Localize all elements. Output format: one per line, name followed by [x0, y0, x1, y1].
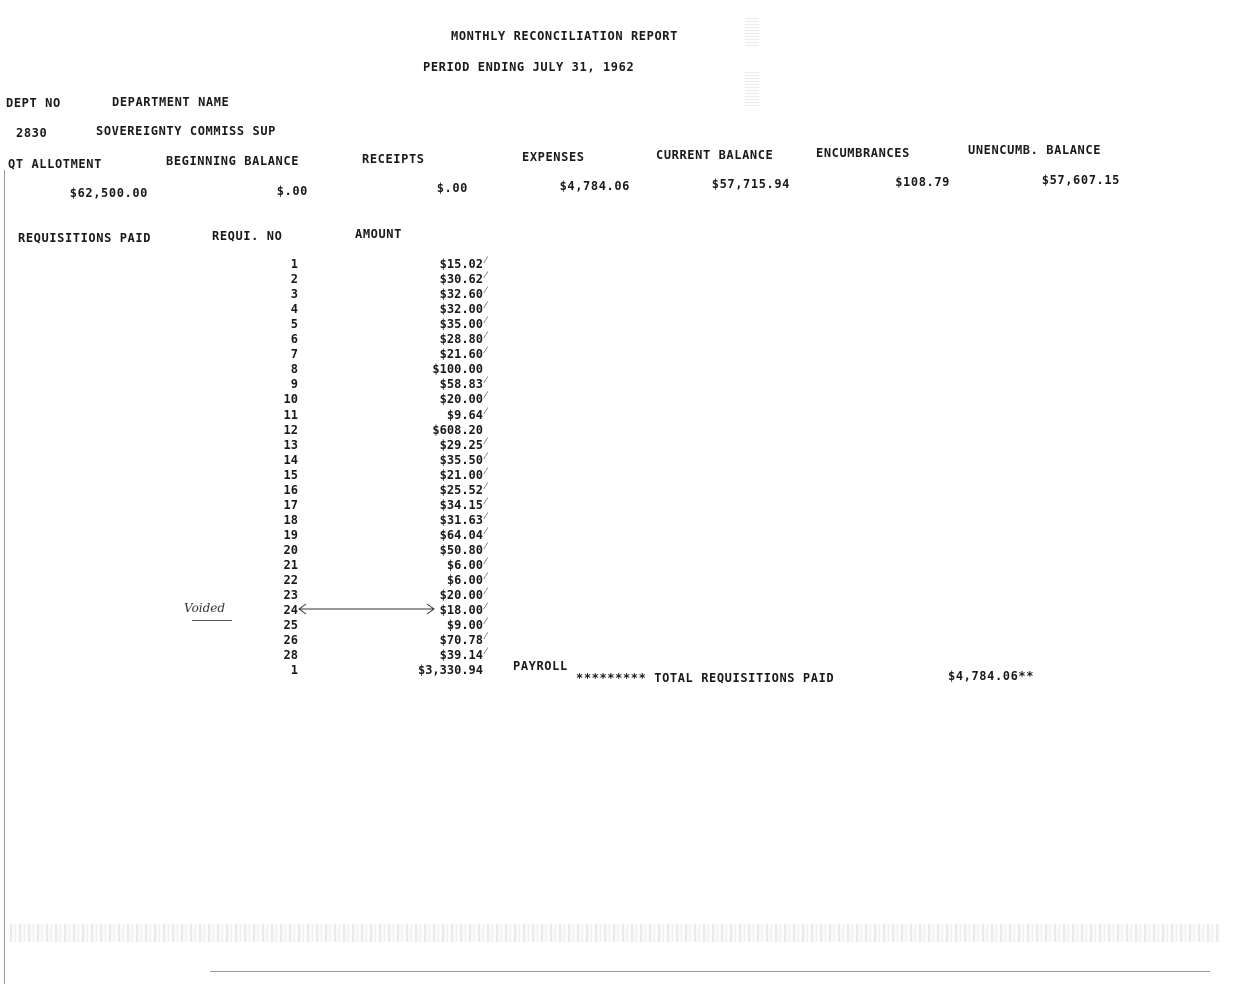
requisition-amount: $21.00 [439, 468, 483, 482]
check-mark-icon: ⁄ [485, 271, 487, 281]
requisition-amount: $9.64 [446, 408, 483, 422]
requisition-number: 9 [290, 377, 298, 391]
value-encumbrances: $108.79 [895, 175, 950, 189]
check-mark-icon: ⁄ [485, 346, 487, 356]
requisition-number: 5 [290, 317, 298, 331]
requisition-number: 17 [283, 498, 298, 512]
requisition-number: 19 [283, 528, 298, 542]
value-expenses: $4,784.06 [559, 179, 630, 193]
requisition-number: 16 [283, 483, 298, 497]
requisition-number: 18 [283, 513, 298, 527]
check-mark-icon: ⁄ [485, 602, 487, 612]
scan-noise-band [10, 924, 1220, 942]
note-underline [192, 620, 232, 621]
requisition-amount: $32.60 [439, 287, 483, 301]
scan-smudge [745, 72, 759, 106]
requisition-number: 1 [290, 257, 298, 271]
value-unencumbered-balance: $57,607.15 [1041, 173, 1120, 187]
dept-name: SOVEREIGNTY COMMISS SUP [96, 124, 276, 138]
requisition-amount: $3,330.94 [417, 663, 483, 677]
label-unencumbered-balance: UNENCUMB. BALANCE [968, 143, 1102, 157]
check-mark-icon: ⁄ [485, 331, 487, 341]
label-beginning-balance: BEGINNING BALANCE [166, 154, 300, 168]
requisitions-section-label: REQUISITIONS PAID [18, 231, 152, 245]
dept-no: 2830 [16, 126, 48, 140]
requisition-number: 25 [283, 618, 298, 632]
requisition-number: 2 [290, 272, 298, 286]
dept-no-label: DEPT NO [6, 96, 61, 110]
requisition-amount: $35.50 [439, 453, 483, 467]
requisition-amount: $28.80 [439, 332, 483, 346]
check-mark-icon: ⁄ [485, 256, 487, 266]
requisition-number: 21 [283, 558, 298, 572]
label-receipts: RECEIPTS [362, 152, 425, 166]
requisition-number: 6 [290, 332, 298, 346]
check-mark-icon: ⁄ [485, 647, 487, 657]
requisition-amount: $21.60 [439, 347, 483, 361]
handwritten-note: Voided [184, 601, 226, 615]
value-qt-allotment: $62,500.00 [69, 186, 148, 200]
check-mark-icon: ⁄ [485, 587, 487, 597]
requisition-amount: $608.20 [432, 423, 483, 437]
requisition-amount: $20.00 [439, 392, 483, 406]
check-mark-icon: ⁄ [485, 482, 487, 492]
requisition-number: 15 [283, 468, 298, 482]
check-mark-icon: ⁄ [485, 542, 487, 552]
check-mark-icon: ⁄ [485, 376, 487, 386]
requisition-number: 22 [283, 573, 298, 587]
requisition-number: 3 [290, 287, 298, 301]
requisition-amount: $100.00 [432, 362, 483, 376]
total-requisitions-value: $4,784.06** [948, 669, 1035, 683]
scan-smudge [745, 18, 759, 46]
amount-header: AMOUNT [355, 227, 402, 241]
requisition-number: 28 [283, 648, 298, 662]
requisition-amount: $18.00 [439, 603, 483, 617]
requisition-number: 8 [290, 362, 298, 376]
check-mark-icon: ⁄ [485, 512, 487, 522]
check-mark-icon: ⁄ [485, 391, 487, 401]
arrow-annotation [296, 601, 441, 617]
requisition-number: 10 [283, 392, 298, 406]
requisition-amount: $58.83 [439, 377, 483, 391]
requisition-amount: $70.78 [439, 633, 483, 647]
report-title: MONTHLY RECONCILIATION REPORT [451, 29, 678, 43]
dept-name-label: DEPARTMENT NAME [112, 95, 230, 109]
requisition-amount: $6.00 [446, 573, 483, 587]
check-mark-icon: ⁄ [485, 407, 487, 417]
check-mark-icon: ⁄ [485, 527, 487, 537]
requisition-amount: $9.00 [446, 618, 483, 632]
requisition-number: 20 [283, 543, 298, 557]
check-mark-icon: ⁄ [485, 467, 487, 477]
requisition-amount: $15.02 [439, 257, 483, 271]
requisition-number: 26 [283, 633, 298, 647]
requisition-amount: $31.63 [439, 513, 483, 527]
check-mark-icon: ⁄ [485, 316, 487, 326]
requisition-number: 23 [283, 588, 298, 602]
payroll-label: PAYROLL [513, 659, 568, 673]
requisition-amount: $64.04 [439, 528, 483, 542]
requisition-number: 24 [283, 603, 298, 617]
requisition-number: 7 [290, 347, 298, 361]
check-mark-icon: ⁄ [485, 301, 487, 311]
requisition-amount: $6.00 [446, 558, 483, 572]
requisition-number: 12 [283, 423, 298, 437]
period-ending: PERIOD ENDING JULY 31, 1962 [423, 60, 635, 74]
value-beginning-balance: $.00 [276, 184, 308, 198]
requisition-number: 14 [283, 453, 298, 467]
total-requisitions-label: ********* TOTAL REQUISITIONS PAID [576, 671, 835, 685]
check-mark-icon: ⁄ [485, 617, 487, 627]
requisition-amount: $35.00 [439, 317, 483, 331]
requisition-amount: $32.00 [439, 302, 483, 316]
value-receipts: $.00 [436, 181, 468, 195]
label-expenses: EXPENSES [522, 150, 585, 164]
requisition-amount: $34.15 [439, 498, 483, 512]
requisition-amount: $29.25 [439, 438, 483, 452]
check-mark-icon: ⁄ [485, 286, 487, 296]
bottom-rule [210, 971, 1210, 972]
value-current-balance: $57,715.94 [711, 177, 790, 191]
check-mark-icon: ⁄ [485, 632, 487, 642]
check-mark-icon: ⁄ [485, 572, 487, 582]
check-mark-icon: ⁄ [485, 557, 487, 567]
check-mark-icon: ⁄ [485, 452, 487, 462]
requisition-amount: $30.62 [439, 272, 483, 286]
requisition-amount: $25.52 [439, 483, 483, 497]
label-qt-allotment: QT ALLOTMENT [8, 157, 102, 171]
check-mark-icon: ⁄ [485, 437, 487, 447]
requisition-number: 1 [290, 663, 298, 677]
requisition-number: 13 [283, 438, 298, 452]
left-margin-line [4, 170, 5, 984]
requisition-amount: $39.14 [439, 648, 483, 662]
requisition-number: 11 [283, 408, 298, 422]
requisition-amount: $20.00 [439, 588, 483, 602]
requisition-no-header: REQUI. NO [212, 229, 283, 243]
requisition-number: 4 [290, 302, 298, 316]
label-encumbrances: ENCUMBRANCES [816, 146, 910, 160]
check-mark-icon: ⁄ [485, 497, 487, 507]
label-current-balance: CURRENT BALANCE [656, 148, 774, 162]
requisition-amount: $50.80 [439, 543, 483, 557]
